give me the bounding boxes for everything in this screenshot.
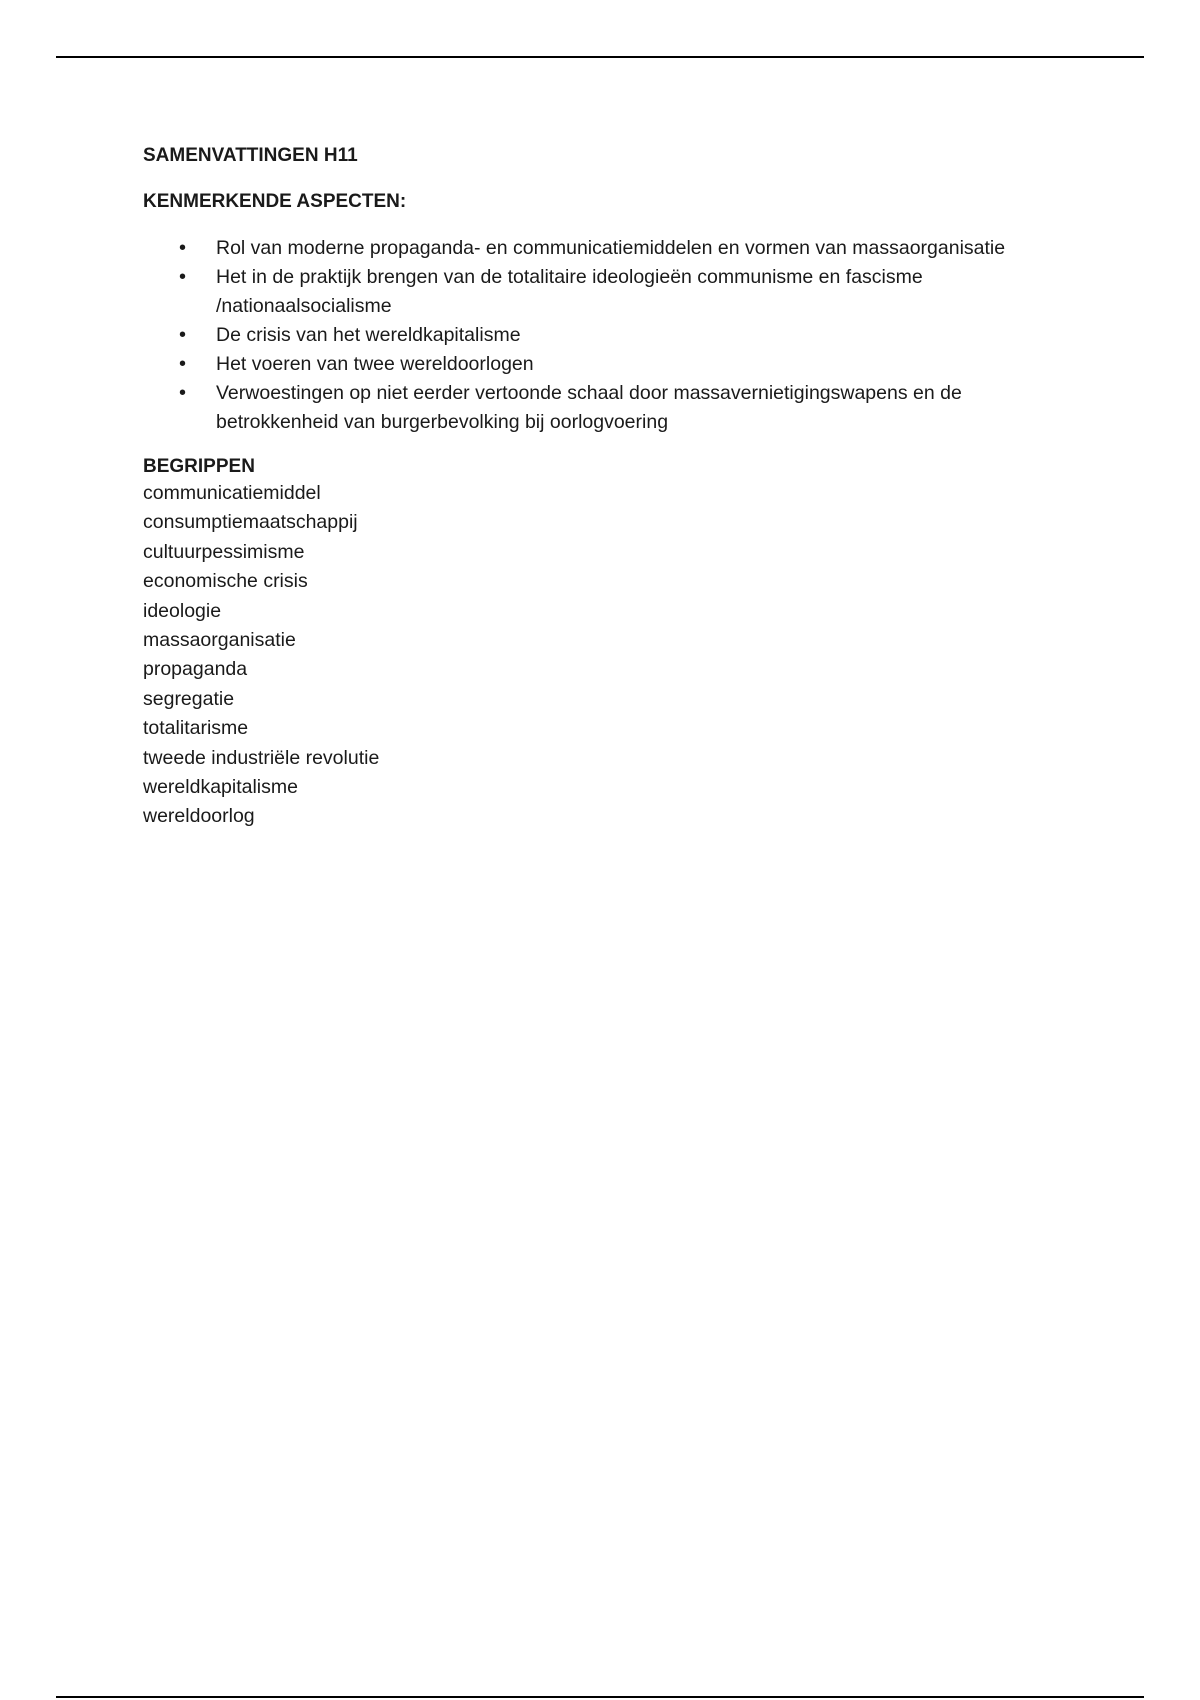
term-item: ideologie <box>143 599 222 622</box>
term-item: communicatiemiddel <box>143 482 321 504</box>
term-item: cultuurpessimisme <box>143 540 305 563</box>
aspect-item-text: Het in de praktijk brengen van de totalitaire ideologieën communisme en fascisme /nationaalsocialisme <box>216 266 923 317</box>
term-item: wereldoorlog <box>143 805 255 828</box>
term-item: massaorganisatie <box>143 629 296 652</box>
term-item: totalitarisme <box>143 717 249 740</box>
terms-heading: BEGRIPPEN <box>143 456 255 477</box>
aspects-heading: KENMERKENDE ASPECTEN: <box>143 191 407 212</box>
terms-list <box>143 479 1063 832</box>
aspect-item <box>143 263 1063 321</box>
term-item: propaganda <box>143 658 248 681</box>
aspect-item: • Het voeren van twee wereldoorlogen <box>143 350 1063 379</box>
aspect-item: • Rol van moderne propaganda- en communicatiemiddelen en vormen van massaorganisatie <box>143 234 1063 263</box>
term-item: tweede industriële revolutie <box>143 746 380 769</box>
document-title: SAMENVATTINGEN H11 <box>143 145 358 166</box>
aspect-item: • De crisis van het wereldkapitalisme <box>143 321 1063 350</box>
aspect-item: • Verwoestingen op niet eerder vertoonde schaal door massavernietigingswapens en de betrokkenheid van burgerbevolking bij oorlogvoering <box>143 379 1063 437</box>
term-item: economische crisis <box>143 570 308 593</box>
header-rule <box>56 56 1144 58</box>
term-item: consumptiemaatschappij <box>143 511 358 534</box>
terms-section <box>143 455 1063 832</box>
footer-rule <box>56 1696 1144 1698</box>
document-body <box>143 144 1063 832</box>
term-item: segregatie <box>143 687 235 710</box>
aspects-list <box>143 234 1063 437</box>
term-item: wereldkapitalisme <box>143 776 298 799</box>
